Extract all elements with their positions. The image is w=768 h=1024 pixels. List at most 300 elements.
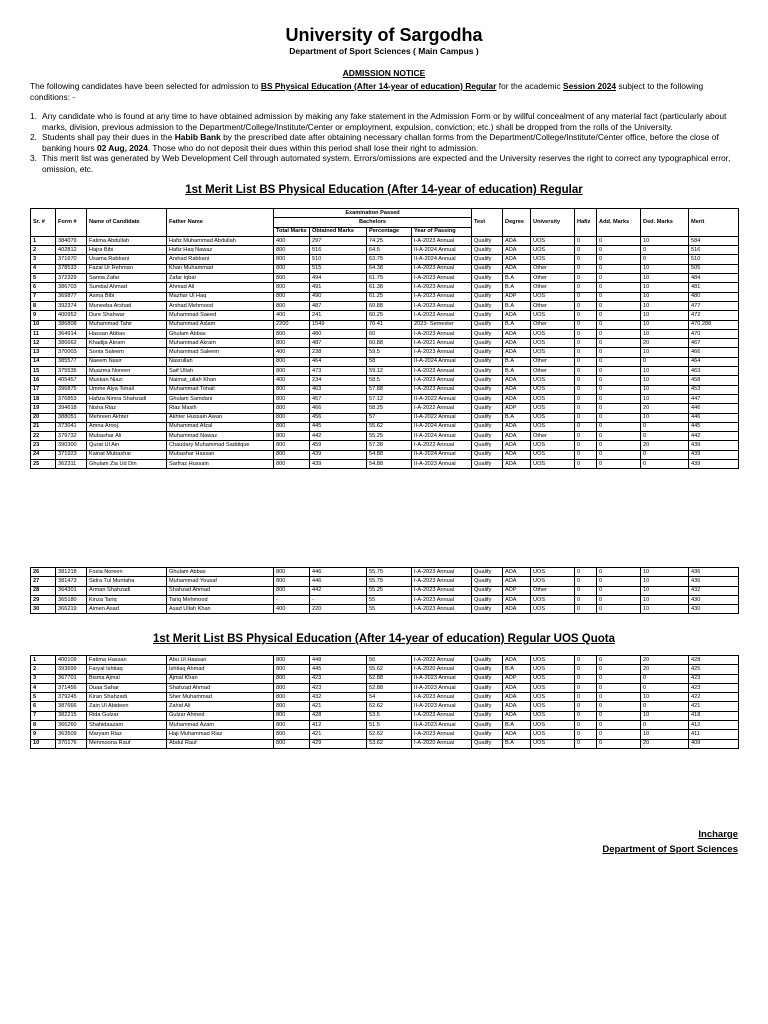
col-header-degree: Degree [503,209,531,237]
table-cell: 0 [575,665,597,674]
table-cell: 800 [274,432,310,441]
condition-text: by the prescribed date after obtaining necessary challan forms from the Department/College/Institute/Center office, before the close of banking hours [42,132,719,153]
table-cell: ADA [503,711,531,720]
intro-text-1: The following candidates have been selected for admission to [30,81,261,91]
table-cell: 0 [575,339,597,348]
table-cell: 800 [274,394,310,403]
table-cell: 800 [274,702,310,711]
table-cell: 0 [575,357,597,366]
table-cell: 9 [31,730,56,739]
table-cell: ADA [503,683,531,692]
table-cell: Qualify [472,283,503,292]
table-cell: 55 [367,605,412,614]
table-cell: 400 [274,236,310,245]
table-cell: Naimat_ullah Khan [167,376,274,385]
table-cell: 0 [641,246,689,255]
table-cell: 0 [575,404,597,413]
table-cell: 6 [31,283,56,292]
table-cell: 11 [31,329,56,338]
table-cell: UOS [531,339,575,348]
table-cell: 10 [641,264,689,273]
intro-text-2: for the academic [496,81,563,91]
table-cell: I-A-2023 Annual [412,595,472,604]
table-cell: 54 [367,693,412,702]
table-cell: 466 [310,404,367,413]
table-cell: Qualify [472,394,503,403]
table-cell: 409 [689,739,739,748]
table-cell: 52.88 [367,674,412,683]
table-cell: Other [531,357,575,366]
table-cell: 800 [274,255,310,264]
table-cell: 800 [274,739,310,748]
table-cell: I-A-2023 Annual [412,385,472,394]
table-cell: 64.38 [367,264,412,273]
table-cell: 1549 [310,320,367,329]
table-cell: Fozia Noreen [87,568,167,577]
table-cell: II-A-2023 Annual [412,702,472,711]
table-cell: B.A [503,413,531,422]
uos-quota-body [31,656,739,749]
table-cell: Qualify [472,236,503,245]
table-cell: II-A-2023 Annual [412,674,472,683]
table-cell: 464 [689,357,739,366]
table-cell: ADA [503,693,531,702]
table-cell: 421 [310,702,367,711]
table-cell: 800 [274,301,310,310]
table-cell: 0 [641,357,689,366]
table-cell: 463 [689,367,739,376]
table-cell: 0 [575,656,597,665]
table-row [31,739,739,748]
table-row [31,274,739,283]
table-cell: 60.88 [367,339,412,348]
table-cell: 381473 [56,577,87,586]
table-cell: 10 [641,292,689,301]
table-row [31,236,739,245]
intro-program: BS Physical Education (After 14-year of education) Regular [260,81,497,91]
table-cell: 484 [689,274,739,283]
table-cell: 20 [641,339,689,348]
table-cell: 0 [597,246,641,255]
table-cell: 366219 [56,605,87,614]
table-row [31,255,739,264]
table-cell: UOS [531,348,575,357]
table-cell: 52.62 [367,730,412,739]
table-cell: 57 [367,413,412,422]
table-cell: 0 [597,394,641,403]
table-cell: Kainat Mubashar [87,450,167,459]
table-cell: ADA [503,568,531,577]
table-cell: Arman Shahzadi [87,586,167,595]
condition-number: 2. [30,132,37,143]
table-cell: 510 [310,255,367,264]
table-cell: Other [531,432,575,441]
table-cell: ADA [503,432,531,441]
table-cell: Other [531,367,575,376]
table-cell: 18 [31,394,56,403]
table-cell: 0 [597,721,641,730]
table-cell: 516 [310,246,367,255]
table-cell: I-A-2023 Annual [412,329,472,338]
table-cell: 0 [597,404,641,413]
table-cell: UOS [531,236,575,245]
table-cell: 55.62 [367,422,412,431]
table-cell: 0 [575,274,597,283]
table-cell: 428 [310,711,367,720]
table-cell: 428 [689,656,739,665]
col-header-add-marks: Add. Marks [597,209,641,237]
table-cell: 0 [575,311,597,320]
table-cell: 14 [31,357,56,366]
bank-name: Habib Bank [174,132,221,143]
table-cell: 0 [575,586,597,595]
table-cell: 386662 [56,339,87,348]
col-header-exam-passed: Examination Passed [274,209,472,218]
table-cell: 367701 [56,674,87,683]
table-cell: 0 [597,665,641,674]
table-cell: 0 [597,376,641,385]
table-cell: 60.88 [367,301,412,310]
table-cell: 15 [31,367,56,376]
table-cell: 20 [641,656,689,665]
table-cell: 505 [689,264,739,273]
table-row [31,674,739,683]
table-cell: Samia Zafar [87,274,167,283]
table-cell: 2200 [274,320,310,329]
table-cell: 800 [274,329,310,338]
table-row [31,311,739,320]
table-cell: 26 [31,568,56,577]
table-cell: B.A [503,320,531,329]
table-cell: I-A-2023 Annual [412,348,472,357]
table-cell: Qualify [472,274,503,283]
table-cell: 234 [310,376,367,385]
table-cell: Usama Rabbani [87,255,167,264]
table-cell: 21 [31,422,56,431]
table-cell: ADA [503,595,531,604]
table-cell: Fatima Abdullah [87,236,167,245]
table-cell: 365180 [56,595,87,604]
table-cell: 10 [641,274,689,283]
merit-list-table-continued [30,567,739,614]
col-header-year: Year of Passing [412,227,472,236]
table-cell: 0 [641,683,689,692]
table-cell: 0 [597,460,641,469]
table-cell: Qualify [472,721,503,730]
table-cell: 396875 [56,385,87,394]
table-cell: 494 [310,274,367,283]
table-cell: B.A [503,274,531,283]
table-cell: Zain Ul Abideen [87,702,167,711]
table-cell: Ghulam Samdani [167,394,274,403]
table-cell: 0 [575,577,597,586]
table-cell: 9 [31,311,56,320]
table-cell: 5 [31,693,56,702]
table-cell: Muneeba Arshad [87,301,167,310]
table-row [31,413,739,422]
table-cell: 0 [575,693,597,702]
table-cell: 446 [689,404,739,413]
table-cell: Mazhar Ul Haq [167,292,274,301]
table-cell: I-A-2023 Annual [412,311,472,320]
table-cell: 0 [597,656,641,665]
table-cell: Asma Bibi [87,292,167,301]
table-cell: 0 [597,329,641,338]
table-cell: Kinza Tariq [87,595,167,604]
table-cell: 30 [31,605,56,614]
table-cell: 0 [641,702,689,711]
table-cell: UOS [531,665,575,674]
table-cell: 800 [274,441,310,450]
table-cell: 10 [641,283,689,292]
table-cell: 10 [641,236,689,245]
table-cell: 439 [689,460,739,469]
table-cell: 0 [597,577,641,586]
table-cell: 0 [575,730,597,739]
condition-item [30,132,745,153]
table-cell: 386808 [56,320,87,329]
table-row [31,320,739,329]
table-row [31,367,739,376]
table-cell: UOS [531,577,575,586]
table-row [31,246,739,255]
table-cell: UOS [531,568,575,577]
table-cell: 10 [641,413,689,422]
table-cell: 0 [575,301,597,310]
table-row [31,329,739,338]
table-cell: 0 [597,422,641,431]
table-cell: 2 [31,665,56,674]
table-cell: 4 [31,264,56,273]
table-cell: 0 [597,674,641,683]
table-cell: 459 [310,441,367,450]
table-cell: ADA [503,422,531,431]
table-cell: 10 [641,568,689,577]
table-cell: 58 [367,357,412,366]
table-cell: - [274,595,310,604]
table-cell: I-A-2022 Annual [412,441,472,450]
merit-list-body-continued [31,568,739,614]
table-cell: 0 [575,246,597,255]
table-cell: Qualify [472,292,503,301]
table-cell: 20 [641,665,689,674]
table-cell: 0 [597,711,641,720]
table-cell: 411 [689,730,739,739]
table-cell: 364301 [56,586,87,595]
table-cell: 23 [31,441,56,450]
table-cell: Qualify [472,605,503,614]
table-cell: ADA [503,348,531,357]
table-cell: 470 [689,329,739,338]
table-cell: Qualify [472,301,503,310]
table-row [31,665,739,674]
table-cell: 29 [31,595,56,604]
table-cell: 0 [597,367,641,376]
table-cell: ADA [503,450,531,459]
table-row [31,283,739,292]
table-cell: 0 [575,721,597,730]
table-cell: 0 [575,674,597,683]
table-cell: UOS [531,404,575,413]
table-cell: Muhammad Tohail [167,385,274,394]
table-row [31,656,739,665]
table-cell: 10 [641,711,689,720]
table-cell: 400 [274,376,310,385]
table-cell: UOS [531,385,575,394]
table-cell: 515 [310,264,367,273]
table-cell: 0 [597,586,641,595]
col-header-form: Form # [56,209,87,237]
table-cell: 10 [641,376,689,385]
table-cell: 3 [31,674,56,683]
table-cell: Qurat Ul Ain [87,441,167,450]
table-cell: 8 [31,301,56,310]
table-cell: 472 [689,311,739,320]
table-cell: 0 [641,255,689,264]
table-cell: I-A-2023 Annual [412,301,472,310]
table-cell: Other [531,274,575,283]
table-cell: 800 [274,568,310,577]
table-cell: 1 [31,236,56,245]
table-cell: 800 [274,283,310,292]
table-cell: Dure Shahwar [87,311,167,320]
table-cell: 55.25 [367,586,412,595]
table-cell: Qualify [472,595,503,604]
table-cell: 436 [689,568,739,577]
table-cell: 54.88 [367,450,412,459]
table-cell: 0 [575,236,597,245]
table-cell: 59.12 [367,367,412,376]
table-cell: 0 [597,236,641,245]
header-row [31,209,739,218]
table-cell: Qualify [472,577,503,586]
table-cell: ADA [503,441,531,450]
table-cell: I-A-2023 Annual [412,586,472,595]
table-cell: Qualify [472,413,503,422]
table-cell: 800 [274,413,310,422]
condition-item [30,111,745,132]
table-cell: 0 [597,301,641,310]
table-cell: Muhammad Saeed [167,311,274,320]
table-cell: 0 [641,460,689,469]
table-cell: 0 [575,264,597,273]
table-cell: 52.62 [367,702,412,711]
table-cell: 53.5 [367,711,412,720]
table-cell: 400 [274,311,310,320]
table-cell: 379245 [56,693,87,702]
notice-title: ADMISSION NOTICE [342,68,426,78]
table-cell: 0 [597,339,641,348]
table-cell: Zahid Ali [167,702,274,711]
table-cell: 10 [641,605,689,614]
table-cell: 372329 [56,274,87,283]
table-cell: 5 [31,274,56,283]
table-row [31,693,739,702]
table-cell: Riaz Masih [167,404,274,413]
table-cell: Other [531,301,575,310]
table-cell: 405457 [56,376,87,385]
table-cell: 370176 [56,739,87,748]
table-cell: Amna Arooj [87,422,167,431]
table-cell: I-A-2023 Annual [412,274,472,283]
table-cell: 800 [274,246,310,255]
table-cell: 800 [274,711,310,720]
table-cell: 446 [689,413,739,422]
table-cell: ADA [503,702,531,711]
table-cell: 56 [367,656,412,665]
table-cell: ADA [503,255,531,264]
table-cell: I-A-2023 Annual [412,730,472,739]
table-cell: 0 [575,385,597,394]
table-cell: 412 [310,721,367,730]
table-cell: 0 [597,311,641,320]
table-cell: I-A-2022 Annual [412,404,472,413]
table-cell: Haji Muhammad Riaz [167,730,274,739]
table-cell: Hafiz Muhammad Abdullah [167,236,274,245]
table-cell: Ghulam Abbas [167,329,274,338]
table-cell: 432 [689,586,739,595]
table-cell: Shahzad Ahmad [167,683,274,692]
table-cell: 2 [31,246,56,255]
table-cell: 364914 [56,329,87,338]
signature-block [602,827,738,857]
table-cell: UOS [531,376,575,385]
table-cell: 22 [31,432,56,441]
table-cell: Qualify [472,711,503,720]
table-cell: 371923 [56,450,87,459]
table-cell: 800 [274,339,310,348]
table-cell: 390300 [56,441,87,450]
table-cell: 0 [575,595,597,604]
table-cell: Shahzad Ahmad [167,586,274,595]
table-cell: 371670 [56,255,87,264]
table-cell: 10 [641,311,689,320]
table-cell: Khadija Akram [87,339,167,348]
table-cell: UOS [531,702,575,711]
table-cell: ADP [503,404,531,413]
table-cell: B.A [503,357,531,366]
table-cell: Muhammad Saleem [167,348,274,357]
table-cell: UOS [531,595,575,604]
table-cell: 363509 [56,730,87,739]
table-cell: 0 [575,292,597,301]
table-cell: Nisha Riaz [87,404,167,413]
col-header-percentage: Percentage [367,227,412,236]
table-cell: 442 [310,586,367,595]
table-cell: 463 [310,385,367,394]
table-cell: 800 [274,274,310,283]
table-cell: 0 [575,320,597,329]
table-cell: 423 [310,674,367,683]
table-cell: 0 [597,283,641,292]
table-cell: 800 [274,292,310,301]
table-cell: 423 [689,674,739,683]
table-cell: B.A [503,283,531,292]
table-cell: Qualify [472,404,503,413]
table-cell: II-A-2022 Annual [412,413,472,422]
table-cell: 400109 [56,656,87,665]
table-cell: 0 [641,721,689,730]
table-cell: Zafar Iqbal [167,274,274,283]
table-cell: Mubashar Ali [87,432,167,441]
table-cell: 64.5 [367,246,412,255]
table-cell: 423 [310,683,367,692]
table-cell: Qualify [472,255,503,264]
table-cell: UOS [531,674,575,683]
merit-list-table [30,208,739,469]
table-cell: UOS [531,460,575,469]
uos-quota-list-title: 1st Merit List BS Physical Education (After 14-year of education) Regular UOS Quota [152,633,615,645]
